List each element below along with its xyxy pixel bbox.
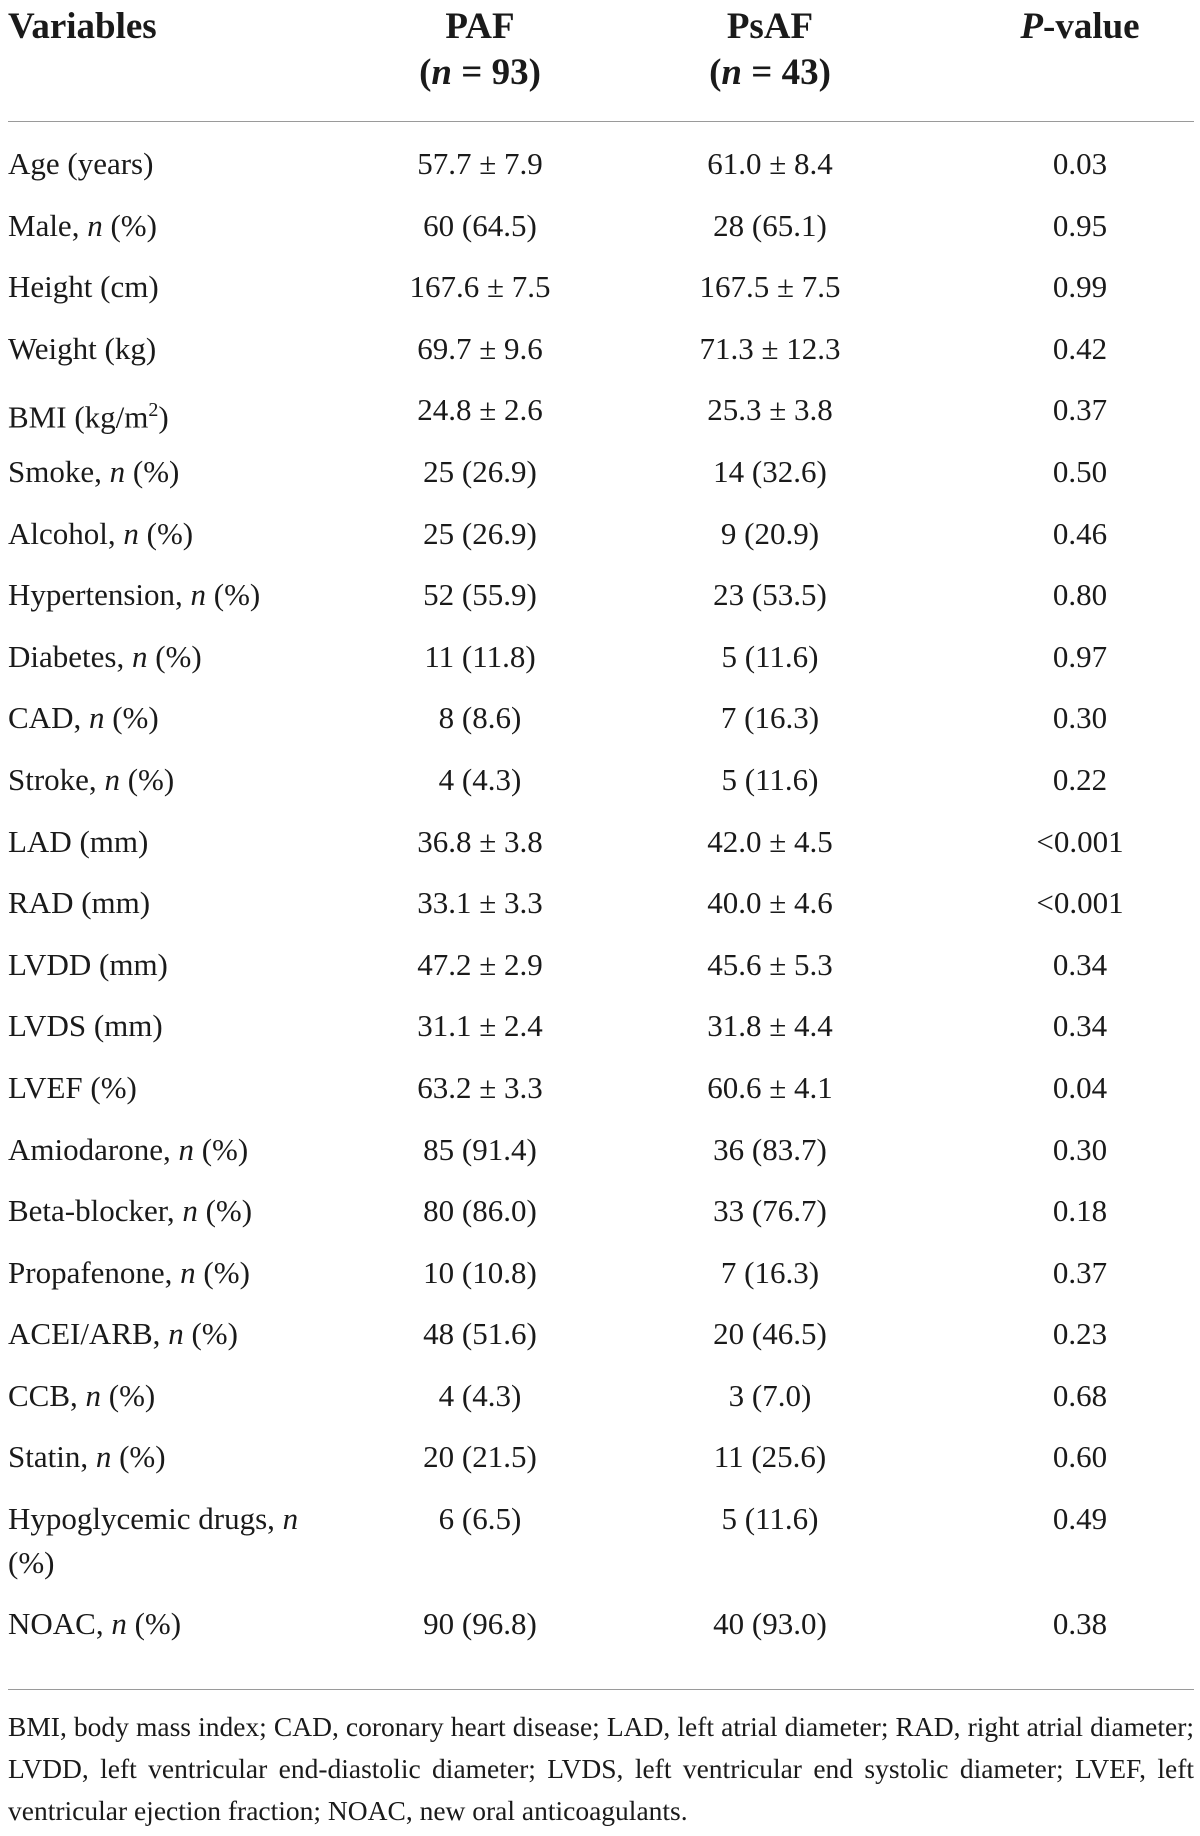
cell-variable	[8, 1004, 328, 1048]
table-body	[0, 142, 1200, 1664]
table-header	[0, 0, 1200, 120]
cell-pvalue: 0.50	[1052, 453, 1108, 489]
table-row	[0, 1066, 1200, 1128]
variable-label: LAD (mm)	[8, 823, 149, 859]
cell-psaf: 9 (20.9)	[720, 515, 820, 551]
variable-label: Beta-blocker,	[8, 1193, 183, 1229]
cell-psaf: 71.3 ± 12.3	[699, 330, 841, 366]
cell-variable	[8, 388, 328, 439]
variable-label: LVDS (mm)	[8, 1008, 163, 1044]
cell-psaf: 33 (76.7)	[713, 1193, 827, 1229]
cell-psaf: 60.6 ± 4.1	[707, 1069, 833, 1105]
header-psaf-n	[660, 50, 880, 96]
cell-paf: 4 (4.3)	[438, 761, 522, 797]
cell-variable	[8, 696, 328, 740]
table-row	[0, 696, 1200, 758]
variable-label-tail: (%)	[102, 207, 157, 243]
header-paf-n	[370, 50, 590, 96]
table-row	[0, 758, 1200, 820]
variable-label: Hypertension,	[8, 577, 191, 613]
header-pvalue-rest: -value	[1043, 6, 1140, 47]
variable-label-n: n	[123, 515, 139, 551]
header-paf-n-value: = 93)	[452, 52, 541, 93]
cell-variable	[8, 820, 328, 864]
cell-variable	[8, 943, 328, 987]
variable-label-n: n	[180, 1254, 196, 1290]
variable-label: Weight (kg)	[8, 330, 157, 366]
cell-pvalue: 0.99	[1052, 269, 1108, 305]
cell-paf: 60 (64.5)	[423, 207, 537, 243]
cell-paf: 4 (4.3)	[438, 1377, 522, 1413]
cell-pvalue: 0.04	[1052, 1069, 1108, 1105]
cell-variable	[8, 573, 328, 617]
table-row	[0, 1602, 1200, 1664]
header-pvalue-p: P	[1020, 6, 1043, 47]
cell-pvalue: 0.37	[1052, 392, 1108, 428]
cell-variable	[8, 1602, 328, 1646]
cell-psaf: 167.5 ± 7.5	[699, 269, 841, 305]
cell-pvalue: 0.23	[1052, 1316, 1108, 1352]
table-row	[0, 1251, 1200, 1313]
cell-paf: 24.8 ± 2.6	[417, 392, 543, 428]
cell-pvalue: 0.46	[1052, 515, 1108, 551]
table-row	[0, 388, 1200, 450]
variable-label: BMI (kg/m	[8, 399, 149, 435]
cell-psaf: 40.0 ± 4.6	[707, 885, 833, 921]
cell-psaf: 20 (46.5)	[713, 1316, 827, 1352]
cell-pvalue: 0.68	[1052, 1377, 1108, 1413]
header-psaf-n-var: n	[721, 52, 742, 93]
cell-variable	[8, 1312, 328, 1356]
cell-psaf: 23 (53.5)	[713, 577, 827, 613]
cell-variable	[8, 881, 328, 925]
cell-pvalue: 0.80	[1052, 577, 1108, 613]
cell-psaf: 3 (7.0)	[728, 1377, 812, 1413]
variable-label: NOAC,	[8, 1606, 112, 1642]
table-row	[0, 1312, 1200, 1374]
cell-pvalue: <0.001	[1036, 823, 1124, 859]
cell-variable	[8, 142, 328, 186]
variable-label-n: n	[104, 761, 120, 797]
table-row	[0, 881, 1200, 943]
variable-label-tail: (%)	[197, 1193, 253, 1229]
cell-paf: 36.8 ± 3.8	[417, 823, 543, 859]
cell-paf: 8 (8.6)	[438, 700, 522, 736]
header-psaf	[660, 4, 880, 96]
cell-pvalue: 0.38	[1052, 1606, 1108, 1642]
variable-label: Hypoglycemic drugs,	[8, 1501, 283, 1537]
cell-variable	[8, 1251, 328, 1295]
cell-paf: 31.1 ± 2.4	[417, 1008, 543, 1044]
table-row	[0, 1189, 1200, 1251]
variable-label: Height (cm)	[8, 269, 159, 305]
cell-pvalue: 0.42	[1052, 330, 1108, 366]
variable-label-n: n	[95, 1439, 112, 1475]
cell-pvalue: 0.60	[1052, 1439, 1108, 1475]
header-pvalue	[960, 4, 1200, 50]
cell-pvalue: 0.03	[1052, 146, 1108, 181]
cell-psaf: 7 (16.3)	[720, 1254, 820, 1290]
variable-label-n: n	[131, 638, 148, 674]
cell-paf: 90 (96.8)	[423, 1606, 537, 1642]
variable-label-n: n	[109, 453, 126, 489]
header-paf-n-open: (	[419, 52, 432, 93]
cell-paf: 167.6 ± 7.5	[409, 269, 551, 305]
cell-psaf: 7 (16.3)	[720, 700, 820, 736]
variable-label: Smoke,	[8, 453, 110, 489]
cell-pvalue: 0.95	[1052, 207, 1108, 243]
variable-label: LVDD (mm)	[8, 946, 168, 982]
cell-paf: 6 (6.5)	[438, 1501, 522, 1537]
cell-variable	[8, 1374, 328, 1418]
cell-paf: 85 (91.4)	[423, 1131, 537, 1167]
cell-pvalue: 0.37	[1052, 1254, 1108, 1290]
variable-label: CAD,	[8, 700, 89, 736]
table-row	[0, 512, 1200, 574]
cell-psaf: 31.8 ± 4.4	[707, 1008, 833, 1044]
cell-psaf: 36 (83.7)	[713, 1131, 827, 1167]
cell-paf: 25 (26.9)	[423, 453, 537, 489]
header-psaf-n-open: (	[709, 52, 722, 93]
cell-psaf: 45.6 ± 5.3	[707, 946, 833, 982]
cell-paf: 69.7 ± 9.6	[417, 330, 543, 366]
variable-label-tail: (%)	[101, 1377, 156, 1413]
variable-label-tail: (%)	[119, 761, 175, 797]
variable-label-tail: (%)	[195, 1254, 250, 1290]
variable-label: Male,	[8, 207, 88, 243]
variable-label-tail: (%)	[126, 1606, 182, 1642]
table-row	[0, 573, 1200, 635]
variable-label: Diabetes,	[8, 638, 132, 674]
table-row	[0, 327, 1200, 389]
cell-paf: 10 (10.8)	[423, 1254, 537, 1290]
header-paf-name: PAF	[445, 6, 515, 47]
variable-label-n: n	[168, 1316, 184, 1352]
table-row	[0, 1128, 1200, 1190]
cell-variable	[8, 1066, 328, 1110]
cell-psaf: 5 (11.6)	[721, 761, 819, 797]
table-row	[0, 635, 1200, 697]
header-divider	[8, 121, 1194, 122]
table-row	[0, 142, 1200, 204]
cell-variable	[8, 204, 328, 248]
variable-label-n: n	[182, 1193, 198, 1229]
table-row	[0, 1497, 1200, 1602]
variable-label-n: n	[282, 1501, 299, 1537]
cell-paf: 80 (86.0)	[423, 1193, 537, 1229]
table-row	[0, 1374, 1200, 1436]
variable-label-tail: (%)	[111, 1439, 166, 1475]
cell-variable	[8, 512, 328, 556]
cell-pvalue: 0.49	[1052, 1501, 1108, 1537]
cell-variable	[8, 450, 328, 494]
variable-label: Age (years)	[8, 146, 154, 181]
cell-paf: 52 (55.9)	[423, 577, 537, 613]
cell-paf: 63.2 ± 3.3	[417, 1069, 543, 1105]
table-row	[0, 450, 1200, 512]
table-row	[0, 265, 1200, 327]
header-paf	[370, 4, 590, 96]
cell-paf: 11 (11.8)	[424, 638, 536, 674]
cell-paf: 47.2 ± 2.9	[417, 946, 543, 982]
cell-variable	[8, 1128, 328, 1172]
table-row	[0, 1004, 1200, 1066]
variable-label-n: n	[85, 1377, 102, 1413]
table-row	[0, 1435, 1200, 1497]
cell-psaf: 61.0 ± 8.4	[707, 146, 833, 181]
cell-variable	[8, 758, 328, 802]
cell-paf: 20 (21.5)	[423, 1439, 537, 1475]
variable-label-tail: (%)	[193, 1131, 249, 1167]
cell-variable	[8, 327, 328, 371]
variable-label-n: n	[88, 700, 105, 736]
cell-paf: 33.1 ± 3.3	[417, 885, 543, 921]
cell-psaf: 5 (11.6)	[721, 638, 819, 674]
header-variables	[8, 4, 157, 50]
cell-variable	[8, 1189, 328, 1233]
cell-pvalue: 0.30	[1052, 700, 1108, 736]
header-paf-n-var: n	[431, 52, 452, 93]
variable-label-tail: (%)	[206, 577, 261, 613]
cell-pvalue: 0.22	[1052, 761, 1108, 797]
variable-label-n: n	[111, 1606, 127, 1642]
table-footnote: BMI, body mass index; CAD, coronary heart disease; LAD, left atrial diameter; RAD, right atrial diameter; LVDD, left ventricular end-diastolic diameter; LVDS, left ventricular end systolic diameter; LVEF, left ventricular ejection fraction; NOAC, new oral anticoagulants.	[8, 1711, 1194, 1826]
cell-psaf: 14 (32.6)	[713, 453, 827, 489]
cell-variable	[8, 1497, 328, 1585]
variable-label-n: n	[190, 577, 207, 613]
cell-psaf: 11 (25.6)	[713, 1439, 827, 1475]
cell-variable	[8, 635, 328, 679]
variable-label-n: n	[87, 207, 103, 243]
cell-pvalue: 0.18	[1052, 1193, 1108, 1229]
cell-variable	[8, 1435, 328, 1479]
cell-pvalue: 0.30	[1052, 1131, 1108, 1167]
cell-pvalue: <0.001	[1036, 885, 1124, 921]
table-row	[0, 943, 1200, 1005]
table-row	[0, 204, 1200, 266]
cell-paf: 48 (51.6)	[423, 1316, 537, 1352]
variable-label-tail: (%)	[183, 1316, 238, 1352]
variable-label-tail: (%)	[125, 453, 180, 489]
variable-label: Stroke,	[8, 761, 105, 797]
variable-label-tail: (%)	[147, 638, 202, 674]
variable-label-n: n	[178, 1131, 194, 1167]
header-psaf-name: PsAF	[726, 6, 814, 47]
variable-label: CCB,	[8, 1377, 86, 1413]
cell-psaf: 5 (11.6)	[721, 1501, 819, 1537]
cell-pvalue: 0.97	[1052, 638, 1108, 674]
footer-divider	[8, 1689, 1194, 1690]
variable-label-tail: )	[158, 399, 169, 435]
cell-psaf: 42.0 ± 4.5	[707, 823, 833, 859]
cell-paf: 25 (26.9)	[423, 515, 537, 551]
cell-paf: 57.7 ± 7.9	[417, 146, 543, 181]
table-row	[0, 820, 1200, 882]
variable-label: Statin,	[8, 1439, 96, 1475]
cell-pvalue: 0.34	[1052, 946, 1108, 982]
variable-label-tail: (%)	[104, 700, 159, 736]
cell-pvalue: 0.34	[1052, 1008, 1108, 1044]
header-psaf-n-value: = 43)	[742, 52, 831, 93]
cell-psaf: 28 (65.1)	[713, 207, 827, 243]
variable-label-tail: (%)	[138, 515, 194, 551]
variable-label: Amiodarone,	[8, 1131, 179, 1167]
variable-label: LVEF (%)	[8, 1069, 137, 1105]
variable-label: RAD (mm)	[8, 885, 151, 921]
variable-label-superscript: 2	[148, 399, 159, 422]
variable-label: ACEI/ARB,	[8, 1316, 169, 1352]
cell-psaf: 25.3 ± 3.8	[707, 392, 833, 428]
cell-variable	[8, 265, 328, 309]
variable-label: Propafenone,	[8, 1254, 181, 1290]
cell-psaf: 40 (93.0)	[713, 1606, 827, 1642]
variable-label: Alcohol,	[8, 515, 124, 551]
variable-label-tail: (%)	[8, 1545, 55, 1581]
header-variables-label: Variables	[8, 6, 157, 47]
